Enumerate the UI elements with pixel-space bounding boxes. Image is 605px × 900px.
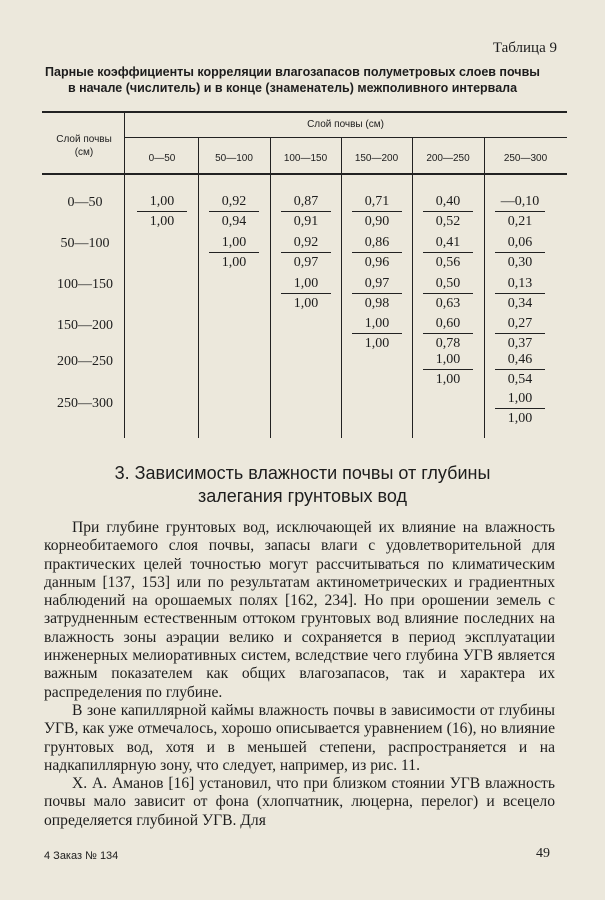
paragraph: Х. А. Аманов [16] установил, что при близком стоянии УГВ влажность почвы мало зависит от фона (хлопчатник, люцерна, перелог) и всецело определяется глубиной УГВ. Для: [44, 775, 555, 829]
cell-numerator: 1,00: [137, 193, 187, 212]
cell-denominator: 0,96: [364, 255, 390, 270]
table-cell: [419, 315, 477, 352]
row-label-100-150: 100—150: [57, 277, 113, 292]
cell-numerator: 0,40: [423, 193, 473, 212]
cell-numerator: 0,71: [352, 193, 402, 212]
cell-denominator: 0,91: [293, 214, 319, 229]
cell-numerator: 1,00: [281, 275, 331, 294]
cell-numerator: —0,10: [495, 193, 545, 212]
table-col-divider: [198, 138, 199, 438]
column-header-0-50: 0—50: [148, 153, 176, 164]
table-cell: [491, 275, 549, 312]
table-cell: [205, 193, 263, 230]
table-cell: [348, 234, 406, 271]
row-label-50-100: 50—100: [60, 236, 110, 251]
cell-numerator: 0,50: [423, 275, 473, 294]
section-heading-line-1: 3. Зависимость влажности почвы от глубины: [114, 463, 491, 483]
paragraph: В зоне капиллярной каймы влажность почвы в зависимости от глубины УГВ, как уже отмечалось, хорошо описывается уравнением (16), но влияние грунтовых вод, хотя и в меньшей степени, распространяется и на надкапиллярную зону, что следует, например, из рис. 11.: [44, 701, 555, 774]
cell-denominator: 0,90: [364, 214, 390, 229]
cell-denominator: 0,34: [507, 296, 533, 311]
cell-denominator: 0,78: [435, 336, 461, 351]
column-header-250-300: 250—300: [503, 153, 548, 164]
table-col-divider: [270, 138, 271, 438]
cell-numerator: 0,46: [495, 351, 545, 370]
table-cell: [133, 193, 191, 230]
column-header-100-150: 100—150: [283, 153, 328, 164]
table-caption: [20, 64, 565, 96]
table-cell: [491, 390, 549, 427]
table-cell: [348, 193, 406, 230]
cell-numerator: 0,87: [281, 193, 331, 212]
cell-denominator: 1,00: [221, 255, 247, 270]
row-label-200-250: 200—250: [57, 354, 113, 369]
table-col-divider: [412, 138, 413, 438]
row-label-150-200: 150—200: [57, 318, 113, 333]
cell-numerator: 0,41: [423, 234, 473, 253]
cell-numerator: 0,27: [495, 315, 545, 334]
table-cell: [277, 193, 335, 230]
cell-denominator: 1,00: [364, 336, 390, 351]
column-header-150-200: 150—200: [354, 153, 399, 164]
cell-denominator: 0,94: [221, 214, 247, 229]
cell-denominator: 1,00: [507, 411, 533, 426]
table-cell: [419, 193, 477, 230]
table-col-divider: [341, 138, 342, 438]
body-text: [44, 519, 555, 830]
table-cell: [419, 351, 477, 388]
print-signature: 4 Заказ № 134: [44, 850, 119, 862]
section-heading: [30, 462, 575, 508]
cell-denominator: 1,00: [149, 214, 175, 229]
cell-numerator: 0,86: [352, 234, 402, 253]
table-cell: [348, 315, 406, 352]
table-cell: [491, 351, 549, 388]
cell-denominator: 0,30: [507, 255, 533, 270]
table-row-header-divider: [124, 112, 125, 438]
cell-numerator: 0,13: [495, 275, 545, 294]
table-caption-line-1: Парные коэффициенты корреляции влагозапасов полуметровых слоев почвы: [45, 65, 540, 79]
cell-numerator: 0,97: [352, 275, 402, 294]
cell-numerator: 0,60: [423, 315, 473, 334]
table-header-bottom-rule: [42, 173, 567, 175]
cell-denominator: 0,21: [507, 214, 533, 229]
table-col-divider: [484, 138, 485, 438]
table-top-rule: [42, 111, 567, 113]
section-heading-line-2: залегания грунтовых вод: [197, 486, 408, 506]
table-cell: [491, 193, 549, 230]
table-number: Таблица 9: [492, 40, 557, 56]
table-cell: [205, 234, 263, 271]
row-header-line-2: (см): [74, 147, 94, 158]
cell-numerator: 1,00: [423, 351, 473, 370]
paragraph: При глубине грунтовых вод, исключающей их влияние на влажность корнеобитаемого слоя почвы, запасы влаги с удовлетворительной для практических целей точностью могут рассчитываться по климатическим данным [137, 153] или по результатам актинометрических и градиентных наблюдений на орошаемых полях [162, 234]. Но при орошении земель с затрудненным естественным оттоком грунтовых вод влияние последних на влажность зоны аэрации велико и сохраняется в период эксплуатации инженерных мелиоративных систем, вследствие чего глубина УГВ является важным показателем как общих влагозапасов, так и характера их распределения по глубине.: [44, 519, 555, 701]
cell-denominator: 1,00: [293, 296, 319, 311]
cell-denominator: 0,37: [507, 336, 533, 351]
cell-numerator: 1,00: [209, 234, 259, 253]
column-group-header: Слой почвы (см): [307, 119, 384, 130]
cell-denominator: 0,52: [435, 214, 461, 229]
column-header-200-250: 200—250: [426, 153, 470, 164]
row-header-line-1: Слой почвы: [56, 134, 112, 145]
table-cell: [419, 234, 477, 271]
cell-numerator: 0,92: [281, 234, 331, 253]
column-header-50-100: 50—100: [215, 153, 253, 164]
cell-denominator: 1,00: [435, 372, 461, 387]
table-cell: [491, 315, 549, 352]
cell-numerator: 0,06: [495, 234, 545, 253]
page-number: 49: [536, 846, 550, 861]
cell-denominator: 0,98: [364, 296, 390, 311]
cell-numerator: 0,92: [209, 193, 259, 212]
cell-numerator: 1,00: [495, 390, 545, 409]
row-label-250-300: 250—300: [57, 396, 113, 411]
cell-denominator: 0,97: [293, 255, 319, 270]
table-cell: [419, 275, 477, 312]
table-header-divider: [124, 137, 567, 138]
table-caption-line-2: в начале (числитель) и в конце (знаменатель) межполивного интервала: [67, 81, 518, 95]
table-cell: [491, 234, 549, 271]
table-cell: [277, 275, 335, 312]
cell-denominator: 0,54: [507, 372, 533, 387]
cell-denominator: 0,63: [435, 296, 461, 311]
table-cell: [277, 234, 335, 271]
row-label-0-50: 0—50: [67, 195, 103, 210]
row-header: [44, 133, 124, 159]
cell-numerator: 1,00: [352, 315, 402, 334]
cell-denominator: 0,56: [435, 255, 461, 270]
table-cell: [348, 275, 406, 312]
